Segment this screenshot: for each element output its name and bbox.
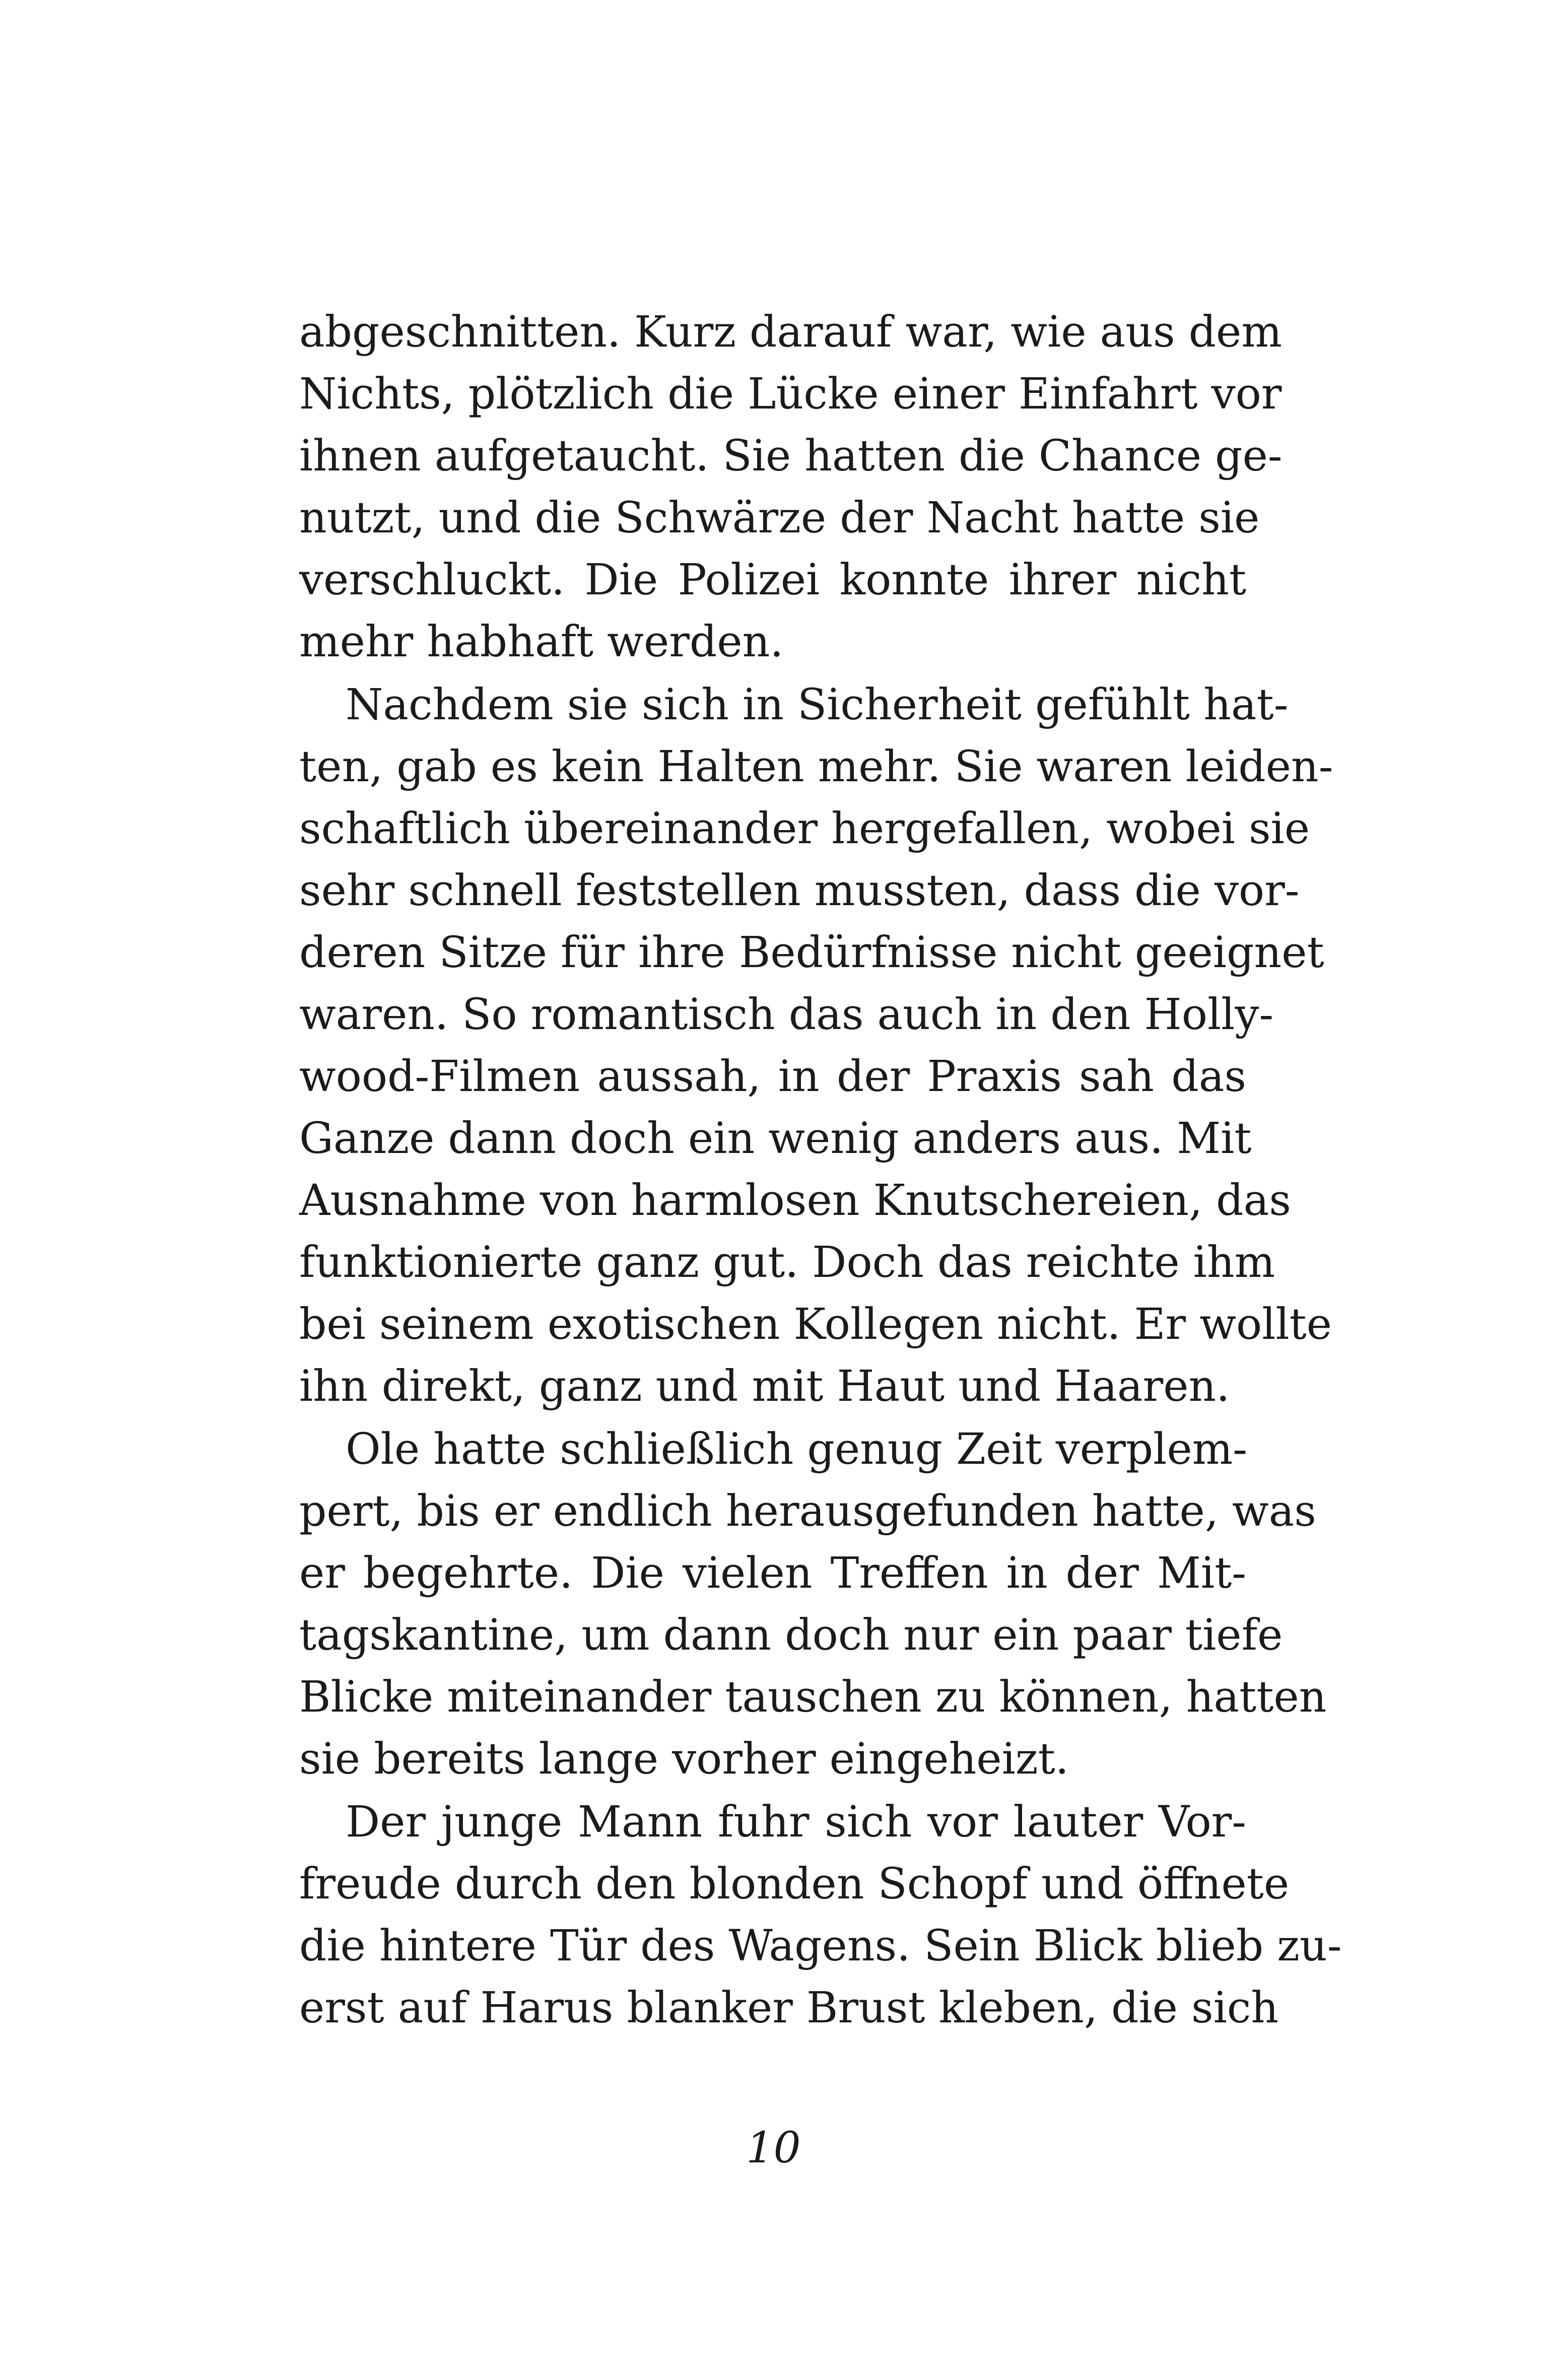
text-line: sie bereits lange vorher eingeheizt. bbox=[299, 1734, 1069, 1784]
text-line: ten, gab es kein Halten mehr. Sie waren leiden- bbox=[299, 742, 1333, 792]
text-line: die hintere Tür des Wagens. Sein Blick blieb zu- bbox=[299, 1921, 1342, 1971]
paragraph bbox=[299, 1418, 1327, 1790]
text-line: Blicke miteinander tauschen zu können, hatten bbox=[299, 1672, 1327, 1722]
text-line: nutzt, und die Schwärze der Nacht hatte sie bbox=[299, 493, 1260, 543]
text-line: funktionierte ganz gut. Doch das reichte ihm bbox=[299, 1238, 1275, 1287]
text-line: ihnen aufgetaucht. Sie hatten die Chance ge- bbox=[299, 431, 1283, 481]
page-number: 10 bbox=[746, 2123, 801, 2173]
text-line: tagskantine, um dann doch nur ein paar tiefe bbox=[299, 1610, 1283, 1660]
body-text bbox=[299, 301, 1342, 2039]
paragraph bbox=[299, 1791, 1342, 2039]
text-line: verschluckt. Die Polizei konnte ihrer nicht bbox=[299, 555, 1246, 605]
text-line: Ganze dann doch ein wenig anders aus. Mit bbox=[299, 1114, 1252, 1164]
text-line: abgeschnitten. Kurz darauf war, wie aus dem bbox=[299, 307, 1282, 357]
text-line: bei seinem exotischen Kollegen nicht. Er wollte bbox=[299, 1300, 1332, 1349]
text-line: deren Sitze für ihre Bedürfnisse nicht geeignet bbox=[299, 928, 1324, 978]
text-line: Ole hatte schließlich genug Zeit verplem- bbox=[346, 1424, 1247, 1474]
text-line: waren. So romantisch das auch in den Holly- bbox=[299, 990, 1274, 1040]
text-line: pert, bis er endlich herausgefunden hatte, was bbox=[299, 1486, 1316, 1536]
text-line: sehr schnell feststellen mussten, dass die vor- bbox=[299, 866, 1300, 916]
text-line: Nichts, plötzlich die Lücke einer Einfahrt vor bbox=[299, 369, 1282, 419]
paragraph bbox=[299, 301, 1283, 673]
text-line: Ausnahme von harmlosen Knutschereien, das bbox=[299, 1176, 1291, 1226]
text-line: freude durch den blonden Schopf und öffnete bbox=[299, 1859, 1290, 1909]
text-line: Nachdem sie sich in Sicherheit gefühlt hat- bbox=[346, 680, 1289, 730]
text-line: mehr habhaft werden. bbox=[299, 617, 784, 667]
text-line: er begehrte. Die vielen Treffen in der Mit- bbox=[299, 1548, 1246, 1598]
text-line: ihn direkt, ganz und mit Haut und Haaren. bbox=[299, 1362, 1230, 1411]
text-line: erst auf Harus blanker Brust kleben, die sich bbox=[299, 1983, 1279, 2033]
text-line: schaftlich übereinander hergefallen, wobei sie bbox=[299, 804, 1310, 854]
text-line: wood-Filmen aussah, in der Praxis sah das bbox=[299, 1052, 1246, 1102]
text-line: Der junge Mann fuhr sich vor lauter Vor- bbox=[346, 1797, 1246, 1847]
paragraph bbox=[299, 674, 1333, 1417]
